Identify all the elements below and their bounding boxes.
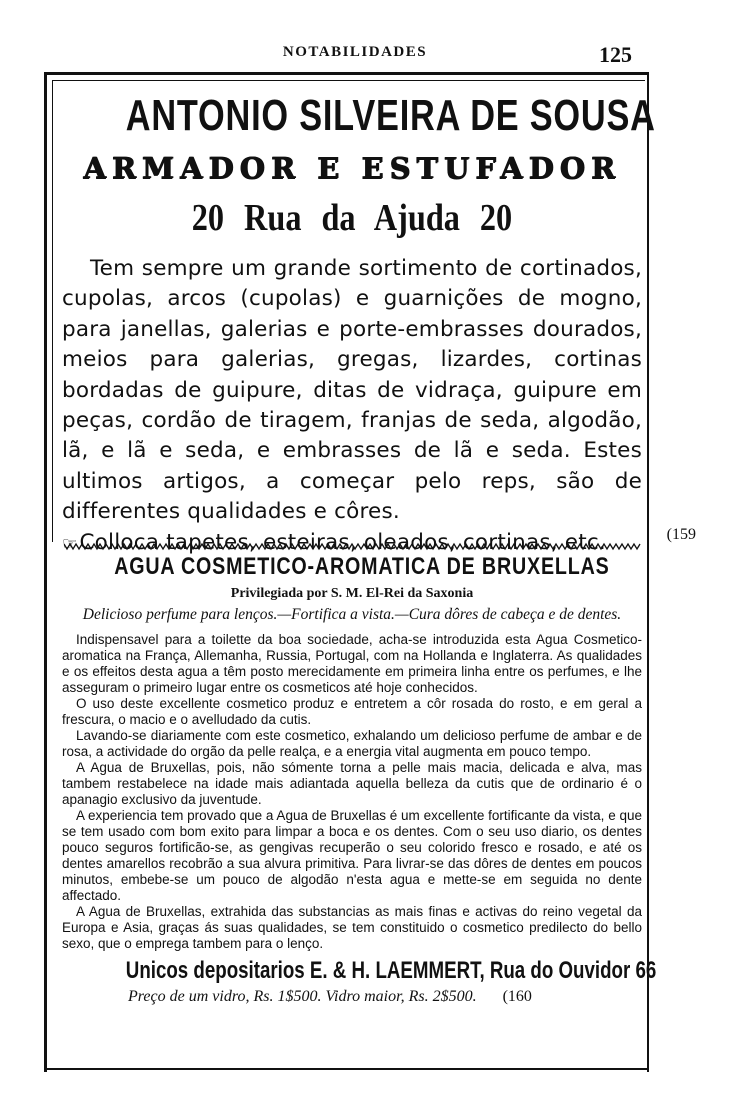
advertiser-name: ANTONIO SILVEIRA DE SOUSA [125,91,656,140]
services-text: Colloca tapetes, esteiras, oleados, cortinas, etc. [79,529,606,555]
paragraph: A Agua de Bruxellas, pois, não sómente torna a pelle mais macia, delicada e alva, mas tambem restabelece na idade mais adiantada aquella belleza da cutis que de ordinario é o apanagio exclusivo da juventude. [62,760,642,807]
paragraph: A experiencia tem provado que a Agua de Bruxellas é um excellente fortificante da vista, e que se tem usado com bom exito para limpar a boca e os dentes. Com o seu uso diario, os dentes pouco seguros fortificão-se, as gengivas recuperão o seu colorido fresco e rosado, e até os dentes amarellos recobrão a sua alvura primitiva. Para livrar-se das dôres de dentes em poucos minutos, embebe-se um pouco de algodão n'esta agua e mette-se em seguida no dente affectado. [62,808,642,903]
running-title: NOTABILIDADES [282,44,428,60]
ad-reference-number: (159 [666,526,696,543]
page-number: 125 [599,42,632,67]
pointing-hand-icon: ☞ [62,533,78,554]
advertiser-trade: ARMADOR E ESTUFADOR [83,151,621,185]
price-text: Preço de um vidro, Rs. 1$500. Vidro maior, Rs. 2$500. [128,988,477,1005]
depositaries-line: Unicos depositarios E. & H. LAEMMERT, Rua do Ouvidor 66 [125,957,657,984]
advertisement-upholsterer [62,80,656,559]
product-description [62,632,642,952]
royal-privilege: Privilegiada por S. M. El-Rei da Saxonia [230,586,474,601]
price-line [128,986,642,1008]
advertiser-address: 20 Rua da Ajuda 20 [191,197,513,239]
decorative-divider [64,540,642,552]
paragraph: Indispensavel para a toilette da boa sociedade, acha-se introduzida esta Agua Cosmetico-aromatica na França, Allemanha, Russia, Portugal, com na Hollanda e Inglaterra. As qualidades e os effeitos desta agua a têm posto merecidamente em primeira linha entre os perfumes, e lhe asseguram o primeiro lugar entre os cosmeticos até hoje conhecidos. [62,632,642,695]
ad-reference-number: (160 [502,988,532,1005]
paragraph: Lavando-se diariamente com este cosmetico, exhalando um delicioso perfume de ambar e de rosa, a actividade do orgão da pelle realça, e a energia vital augmenta em pouco tempo. [62,728,642,759]
paragraph: O uso deste excellente cosmetico produz e entretem a côr rosada do rosto, e em geral a frescura, o macio e o avelludado da cutis. [62,696,642,727]
stock-paragraph: Tem sempre um grande sortimento de cortinados, cupolas, arcos (cupolas) e guarnições de mogno, para janellas, galerias e porte-embrasses dourados, meios para galerias, gregas, lizardes, cortinas bordadas de guipure, ditas de vidraça, guipure em peças, cordão de tiragem, franjas de seda, algodão, lã, e lã e seda, e embrasses de lã e seda. Estes ultimos artigos, a começar pelo reps, são de differentes qualidades e côres. [62,256,642,525]
product-title: AGUA COSMETICO-AROMATICA DE BRUXELLAS [114,553,610,580]
product-tagline: Delicioso perfume para lenços.—Fortifica a vista.—Cura dôres de cabeça e de dentes. [82,606,622,623]
advertisement-cosmetic [62,552,657,1008]
frame-bottom-rule [44,1068,649,1070]
page-header [0,42,736,68]
paragraph: A Agua de Bruxellas, extrahida das substancias as mais finas e activas do reino vegetal da Europa e Asia, graças ás suas qualidades, se tem constituido o cosmetico predilecto do bello sexo, que o emprega tambem para o lenço. [62,904,642,951]
advertisement-body [62,254,642,559]
